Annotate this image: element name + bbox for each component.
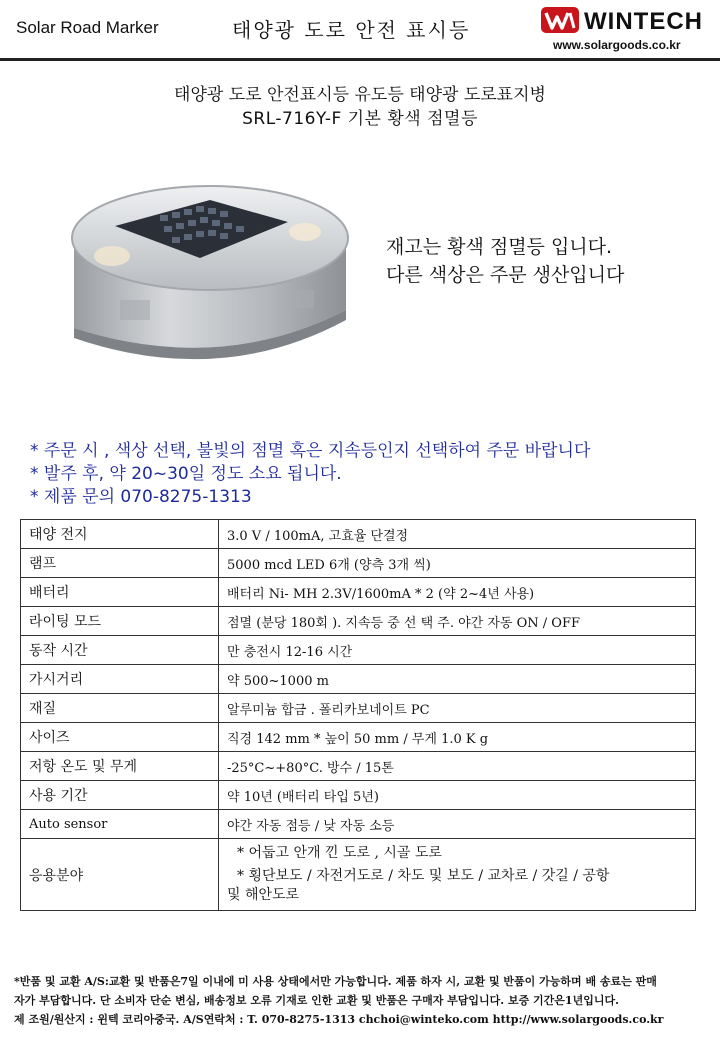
- brand-logo: [540, 6, 710, 36]
- application-line: * 횡단보도 / 자전거도로 / 차도 및 보도 / 교차로 / 갓길 / 공항: [237, 868, 610, 884]
- spec-row: [21, 810, 696, 839]
- stock-note-line2: 다른 색상은 주문 생산입니다: [386, 264, 625, 286]
- footer-line: *반품 및 교환 A/S:교환 및 반품은7일 이내에 미 사용 상태에서만 가능합니다. 제품 하자 시, 교환 및 반품이 가능하며 배 송료는 판매: [14, 975, 657, 988]
- spec-row: [21, 578, 696, 607]
- spec-label: 라이팅 모드: [21, 607, 219, 636]
- application-label: 응용분야: [21, 839, 219, 911]
- spec-value: 직경 142 mm * 높이 50 mm / 무게 1.0 K g: [219, 723, 696, 752]
- delivery-note: * 발주 후, 약 20~30일 정도 소요 됩니다.: [30, 464, 342, 484]
- wintech-logo-icon: [540, 6, 580, 34]
- application-line: 및 해안도로: [227, 887, 300, 903]
- spec-row: [21, 549, 696, 578]
- header-left-title: Solar Road Marker: [16, 18, 159, 37]
- spec-value: 배터리 Ni- MH 2.3V/1600mA * 2 (약 2~4년 사용): [219, 578, 696, 607]
- spec-value: 3.0 V / 100mA, 고효율 단결정: [219, 520, 696, 549]
- spec-row: [21, 607, 696, 636]
- spec-label: 동작 시간: [21, 636, 219, 665]
- stock-note-line1: 재고는 황색 점멸등 입니다.: [386, 236, 613, 258]
- spec-label: 사이즈: [21, 723, 219, 752]
- header-divider: [0, 58, 720, 61]
- spec-row: [21, 752, 696, 781]
- spec-label: 램프: [21, 549, 219, 578]
- application-value: [219, 839, 696, 911]
- order-notes: [30, 440, 710, 509]
- spec-row: [21, 781, 696, 810]
- spec-row: [21, 723, 696, 752]
- spec-row: [21, 636, 696, 665]
- page-header: [0, 0, 720, 62]
- product-subtitle: 태양광 도로 안전표시등 유도등 태양광 도로표지병: [174, 85, 546, 105]
- spec-label: 태양 전지: [21, 520, 219, 549]
- spec-value: 야간 자동 점등 / 낮 자동 소등: [219, 810, 696, 839]
- spec-value: 약 500~1000 m: [219, 665, 696, 694]
- spec-label: 저항 온도 및 무게: [21, 752, 219, 781]
- contact-note: * 제품 문의 070-8275-1313: [30, 487, 252, 507]
- footer-notice: [14, 972, 714, 1029]
- spec-label: 사용 기간: [21, 781, 219, 810]
- product-model: SRL-716Y-F 기본 황색 점멸등: [242, 109, 478, 129]
- header-center-title: 태양광 도로 안전 표시등: [232, 18, 471, 42]
- spec-value: -25°C~+80°C. 방수 / 15톤: [219, 752, 696, 781]
- application-line: * 어둡고 안개 낀 도로 , 시골 도로: [237, 845, 442, 861]
- footer-line: 자가 부담합니다. 단 소비자 단순 변심, 배송정보 오류 기재로 인한 교환 및 반품은 구매자 부담입니다. 보증 기간은1년입니다.: [14, 994, 619, 1007]
- spec-label: 가시거리: [21, 665, 219, 694]
- product-photo: [60, 160, 360, 380]
- spec-value: 5000 mcd LED 6개 (양측 3개 씩): [219, 549, 696, 578]
- spec-row: [21, 694, 696, 723]
- spec-value: 약 10년 (배터리 타입 5년): [219, 781, 696, 810]
- spec-table: [20, 519, 696, 911]
- spec-value: 알루미늄 합금 . 폴리카보네이트 PC: [219, 694, 696, 723]
- brand-name: WINTECH: [584, 8, 703, 35]
- spec-label: 재질: [21, 694, 219, 723]
- spec-row: [21, 665, 696, 694]
- spec-label: Auto sensor: [21, 810, 219, 839]
- spec-row: [21, 520, 696, 549]
- spec-value: 점멸 (분당 180회 ). 지속등 중 선 택 주. 야간 자동 ON / OFF: [219, 607, 696, 636]
- footer-line: 제 조원/원산지 : 윈텍 코리아중국. A/S연락처 : T. 070-8275-1313 chchoi@winteko.com http://www.solargoods.co.kr: [14, 1013, 664, 1026]
- spec-value: 만 충전시 12-16 시간: [219, 636, 696, 665]
- header-url: www.solargoods.co.kr: [553, 38, 681, 52]
- spec-row-application: [21, 839, 696, 911]
- spec-label: 배터리: [21, 578, 219, 607]
- order-note: * 주문 시 , 색상 선택, 불빛의 점멸 혹은 지속등인지 선택하여 주문 바랍니다: [30, 441, 591, 461]
